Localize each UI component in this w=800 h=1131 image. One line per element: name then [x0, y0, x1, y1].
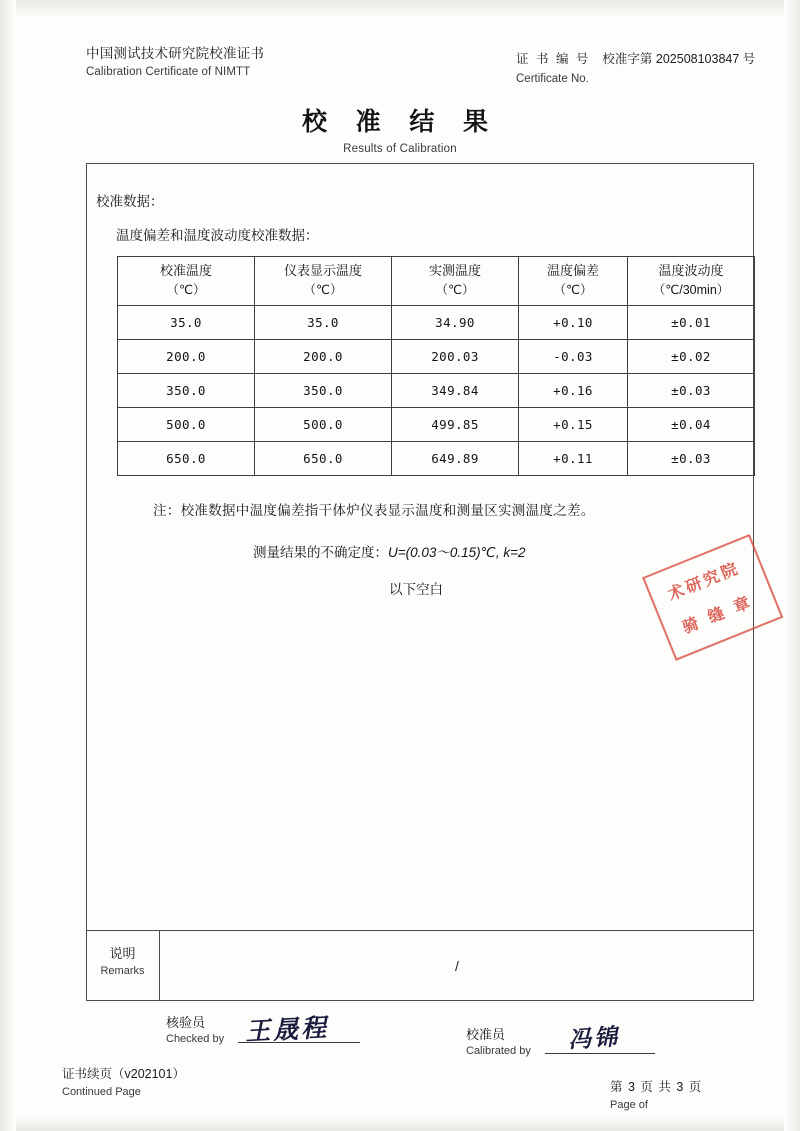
column-header-text: 仪表显示温度: [283, 263, 362, 279]
footer-continued-en: Continued Page: [62, 1085, 141, 1098]
cell-calibration-temperature: 500.0: [118, 408, 255, 442]
column-header-text: 温度波动度: [658, 263, 724, 279]
cell-measured-temperature: 649.89: [392, 442, 519, 476]
stamp-text-line-1: 术研究院: [665, 558, 743, 605]
column-header-temperature-deviation: [519, 257, 628, 306]
cell-calibration-temperature: 350.0: [118, 374, 255, 408]
certificate-number-value: 校准字第 202508103847 号: [602, 52, 756, 66]
cell-measured-temperature: 349.84: [392, 374, 519, 408]
footer-right: [610, 1078, 702, 1113]
calibrated-by-label-en: Calibrated by: [466, 1045, 531, 1057]
calibrated-by-label-cn: 校准员: [466, 1027, 506, 1042]
footer-left: [62, 1065, 185, 1100]
note-uncertainty-prefix: 测量结果的不确定度：: [253, 545, 388, 560]
cell-temperature-deviation: +0.10: [519, 306, 628, 340]
table-row: [118, 408, 755, 442]
section-label-calibration-data: 校准数据：: [96, 194, 164, 209]
remarks-row: [86, 930, 754, 1001]
cell-temperature-deviation: +0.15: [519, 408, 628, 442]
cell-calibration-temperature: 35.0: [118, 306, 255, 340]
cell-instrument-display-temperature: 350.0: [255, 374, 392, 408]
checked-by-label-cn: 核验员: [166, 1015, 206, 1030]
column-header-text: 校准温度: [159, 263, 212, 279]
remarks-label-en: Remarks: [100, 965, 145, 977]
column-header-unit: （℃）: [553, 283, 593, 298]
certificate-number-block: [516, 50, 755, 88]
cell-temperature-deviation: -0.03: [519, 340, 628, 374]
cell-instrument-display-temperature: 35.0: [255, 306, 392, 340]
paper-edge-bottom: [0, 1117, 800, 1131]
certificate-number-label-cn: 证 书 编 号: [516, 52, 591, 66]
remarks-value: /: [455, 958, 459, 974]
subsection-label-temperature-data: 温度偏差和温度波动度校准数据：: [116, 228, 319, 243]
cell-instrument-display-temperature: 650.0: [255, 442, 392, 476]
stamp-text-line-2: 骑 缝 章: [679, 591, 756, 638]
column-header-unit: （℃）: [435, 283, 475, 298]
calibrated-by-signature-line: [545, 1053, 655, 1054]
page-title-cn: 校 准 结 果: [301, 107, 499, 136]
paper-edge-right: [784, 0, 800, 1131]
checked-by-label-en: Checked by: [166, 1033, 225, 1045]
calibrated-by-signature: 冯锦: [567, 1023, 622, 1054]
page-number-en: Page of: [610, 1098, 648, 1111]
certificate-number-label-en: Certificate No.: [516, 72, 589, 85]
paper-edge-top: [0, 0, 800, 18]
cell-temperature-deviation: +0.11: [519, 442, 628, 476]
checked-by-signature: 王晟程: [244, 1012, 330, 1047]
remarks-label-cn: 说明: [109, 946, 136, 961]
cell-instrument-display-temperature: 500.0: [255, 408, 392, 442]
cell-calibration-temperature: 650.0: [118, 442, 255, 476]
page-number-cn: 第 3 页 共 3 页: [610, 1080, 703, 1094]
column-header-unit: （℃）: [303, 283, 343, 298]
table-row: [118, 306, 755, 340]
cell-measured-temperature: 499.85: [392, 408, 519, 442]
page-title: [0, 102, 800, 155]
column-header-unit: （℃）: [166, 283, 206, 298]
note-uncertainty: [253, 541, 525, 561]
table-header-row: [118, 257, 755, 306]
certificate-number-row: [516, 50, 755, 69]
column-header-unit: （℃/30min）: [652, 283, 730, 298]
table-row: [118, 374, 755, 408]
calibrated-by-block: [466, 1024, 531, 1057]
cell-temperature-fluctuation: ±0.01: [628, 306, 755, 340]
column-header-calibration-temperature: [118, 257, 255, 306]
column-header-temperature-fluctuation: [628, 257, 755, 306]
table-row: [118, 340, 755, 374]
note-uncertainty-formula: U=(0.03～0.15)℃, k=2: [388, 545, 526, 560]
page-title-en: Results of Calibration: [343, 143, 457, 155]
checked-by-block: [166, 1012, 224, 1045]
issuer-name-en: Calibration Certificate of NIMTT: [86, 65, 251, 78]
note-blank-below: 以下空白: [389, 582, 443, 597]
footer-continued-cn: 证书续页（v202101）: [62, 1067, 185, 1081]
cell-calibration-temperature: 200.0: [118, 340, 255, 374]
calibration-data-table: [117, 256, 755, 476]
cell-measured-temperature: 34.90: [392, 306, 519, 340]
cell-temperature-deviation: +0.16: [519, 374, 628, 408]
column-header-text: 温度偏差: [546, 263, 599, 279]
column-header-instrument-display-temperature: [255, 257, 392, 306]
column-header-measured-temperature: [392, 257, 519, 306]
paper-edge-left: [0, 0, 16, 1131]
cell-temperature-fluctuation: ±0.03: [628, 374, 755, 408]
table-row: [118, 442, 755, 476]
issuer-name-cn: 中国测试技术研究院校准证书: [86, 46, 265, 61]
cell-temperature-fluctuation: ±0.02: [628, 340, 755, 374]
note-deviation-definition: 注：校准数据中温度偏差指干体炉仪表显示温度和测量区实测温度之差。: [153, 503, 595, 518]
cell-instrument-display-temperature: 200.0: [255, 340, 392, 374]
cell-temperature-fluctuation: ±0.04: [628, 408, 755, 442]
issuer-header: [86, 44, 264, 80]
remarks-label-cell: [86, 931, 160, 1001]
cell-temperature-fluctuation: ±0.03: [628, 442, 755, 476]
cell-measured-temperature: 200.03: [392, 340, 519, 374]
column-header-text: 实测温度: [428, 263, 481, 279]
